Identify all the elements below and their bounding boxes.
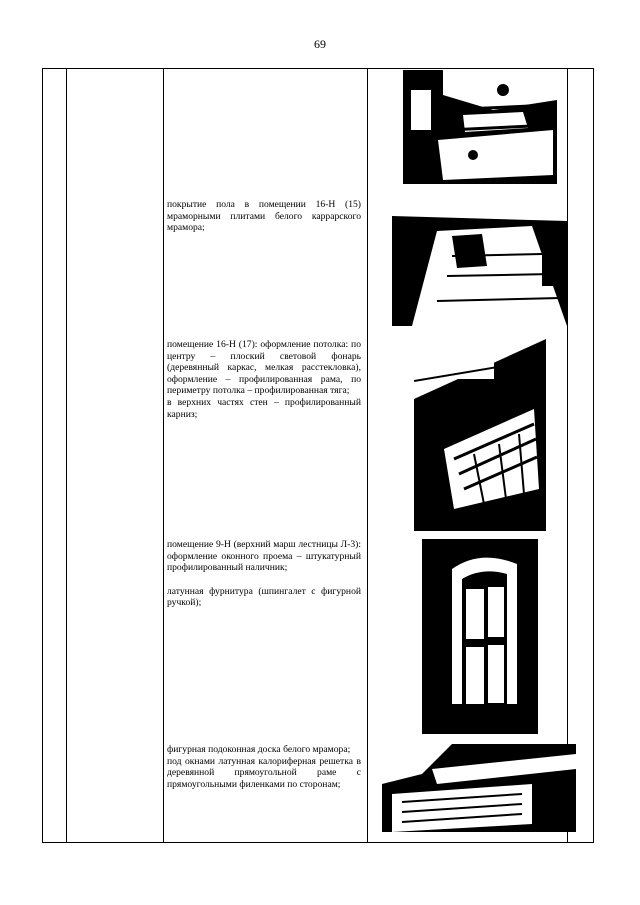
page-number: 69 — [314, 37, 326, 51]
photo-ceiling-skylight — [414, 339, 546, 531]
photo-window-casing — [422, 539, 538, 734]
entry-paragraph: помещение 9-Н (верхний марш лестницы Л-3): оформление оконного проема – штукатурный профилированный наличник; — [167, 539, 361, 574]
entry-paragraph: помещение 16-Н (17): оформление потолка: по центру – плоский световой фонарь (деревянный каркас, мелкая расстекловка), оформление – профилированная рама, по периметру потолка – профилированная тяга; — [167, 339, 361, 397]
column-divider — [66, 69, 67, 842]
column-divider — [567, 69, 568, 842]
entry-text-ceiling — [167, 339, 361, 420]
entry-paragraph: покрытие пола в помещении 16-Н (15) мраморными плитами белого каррарского мрамора; — [167, 199, 361, 234]
column-divider — [163, 69, 164, 842]
entry-text-window — [167, 539, 361, 609]
column-divider — [367, 69, 368, 842]
entry-paragraph: латунная фурнитура (шпингалет с фигурной ручкой); — [167, 585, 361, 609]
photo-room-wall — [403, 70, 557, 184]
entry-paragraph: под окнами латунная калориферная решетка в деревянной прямоугольной раме с прямоугольными филенками по сторонам; — [167, 755, 361, 790]
entry-paragraph: фигурная подоконная доска белого мрамора; — [167, 744, 351, 755]
photo-window-sill — [382, 744, 576, 832]
photo-marble-floor — [392, 196, 567, 326]
entry-paragraph: в верхних частях стен – профилированный карниз; — [167, 396, 361, 420]
entry-text-sill — [167, 744, 361, 790]
entry-text-floor — [167, 199, 361, 234]
